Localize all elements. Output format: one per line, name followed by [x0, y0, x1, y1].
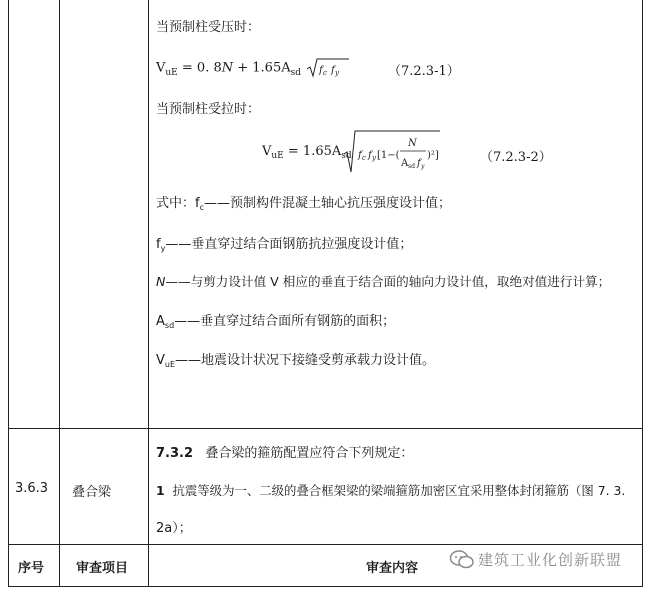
- def-fy: $f_y——$垂直穿过结合面钢筋抗拉强度设计值；: [156, 237, 413, 253]
- row-divider-2: [9, 544, 642, 545]
- eq-no-1: （7.2.3-1）: [388, 64, 460, 79]
- watermark-text: 建筑工业化创新联盟: [478, 551, 623, 569]
- header-col-item: 审查项目: [76, 561, 129, 576]
- frac-den-sd: sd: [408, 163, 415, 170]
- col-divider-2: [148, 0, 149, 586]
- frac-den-a: A: [401, 158, 409, 169]
- rad-fy: f: [368, 150, 372, 161]
- def-n: N——与剪力设计值 V 相应的垂直于结合面的轴向力设计值，取绝对值进行计算；: [156, 274, 611, 289]
- formula-7-2-3-1: $V_{uE} = 0$. $8N + 1.65A_{sd}$ f c f y: [156, 58, 349, 78]
- clause-item-1: 1 抗震等级为一、二级的叠合框架梁的梁端箍筋加密区宜采用整体封闭箍筋（图 7. 3.: [156, 483, 626, 498]
- sqrt-fc-sub: c: [323, 69, 328, 77]
- eq-no-2: （7.2.3-2）: [480, 150, 552, 165]
- compress-title: 当预制柱受压时：: [156, 20, 261, 35]
- frac-num: N: [408, 138, 417, 149]
- bracket-close: )²]: [427, 150, 439, 161]
- rad-fc-sub: c: [362, 154, 366, 162]
- bracket-open: [1−(: [377, 150, 400, 161]
- sqrt-fy-sub: y: [335, 69, 340, 77]
- def-vue: $V_{uE}——$地震设计状况下接缝受剪承载力设计值。: [156, 353, 436, 369]
- clause-heading: 7.3.2 叠合梁的箍筋配置应符合下列规定：: [156, 446, 414, 461]
- sqrt-symbol: [307, 58, 349, 78]
- sqrt-fc: f: [319, 65, 323, 76]
- frac-den-f: f: [417, 158, 421, 169]
- row-divider-1: [9, 428, 642, 429]
- col-divider-1: [59, 0, 60, 586]
- sqrt-fy: f: [331, 65, 335, 76]
- row-number: 3.6.3: [15, 481, 49, 496]
- sqrt-sign: [307, 58, 349, 78]
- wechat-icon: [449, 549, 475, 569]
- tension-title: 当预制柱受拉时：: [156, 102, 261, 117]
- clause-item-1-cont: 2a）；: [156, 521, 192, 536]
- rad-fc: f: [358, 150, 362, 161]
- frac-den-y: y: [421, 163, 425, 170]
- def-fc: 式中：$f_c——$预制构件混凝土轴心抗压强度设计值；: [156, 196, 451, 212]
- header-col-content: 审查内容: [366, 561, 419, 576]
- rad-fy-sub: y: [372, 154, 376, 162]
- def-asd: $A_{sd}——$垂直穿过结合面所有钢筋的面积；: [156, 314, 396, 330]
- sqrt-fraction: [344, 130, 444, 174]
- formula-7-2-3-2: $V_{uE} = 1.65A_{sd}$: [262, 144, 352, 161]
- row-item: 叠合梁: [72, 485, 112, 500]
- header-col-number: 序号: [18, 561, 45, 576]
